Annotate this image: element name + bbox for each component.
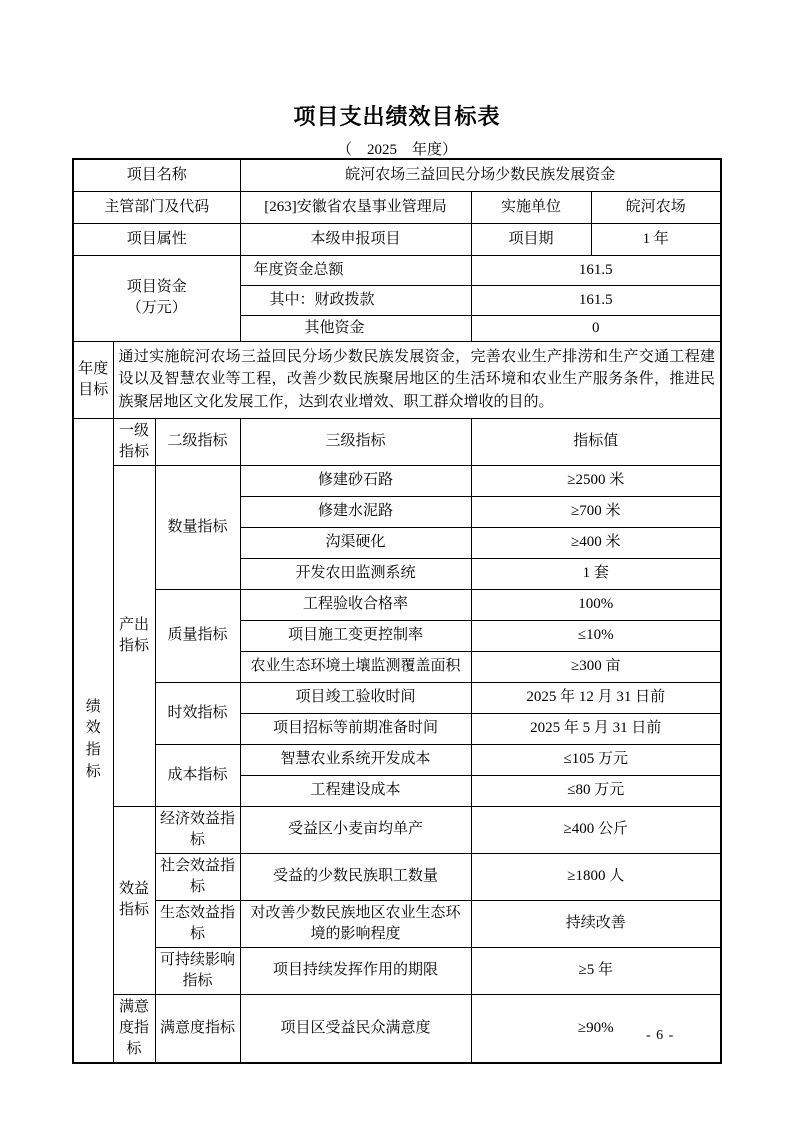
- page-number: - 6 -: [646, 1028, 675, 1043]
- funds-label: [73, 255, 240, 341]
- row-indicator-header: [73, 418, 721, 465]
- value-cell: ≥700 米: [471, 496, 721, 527]
- indicator-row: [73, 806, 721, 853]
- l3-cell: 受益的少数民族职工数量: [240, 853, 471, 900]
- value-cell: ≥2500 米: [471, 465, 721, 496]
- l3-cell: 开发农田监测系统: [240, 558, 471, 589]
- l3-cell: 智慧农业系统开发成本: [240, 744, 471, 775]
- value-cell: ≥300 亩: [471, 651, 721, 682]
- funds-fiscal-value: 161.5: [471, 285, 721, 315]
- indicator-row: [73, 465, 721, 496]
- funds-other-value: 0: [471, 315, 721, 341]
- l3-cell: 项目施工变更控制率: [240, 620, 471, 651]
- row-funds-total: [73, 255, 721, 285]
- annual-goal-text: 通过实施皖河农场三益回民分场少数民族发展资金，完善农业生产排涝和生产交通工程建设以及智慧农业等工程，改善少数民族聚居地区的生活环境和农业生产服务条件，推进民族聚居地区文化发展工作，达到农业增效、职工群众增收的目的。: [113, 341, 721, 418]
- document-subtitle: （ 2025 年度）: [336, 142, 457, 158]
- document-title: 项目支出绩效目标表: [293, 104, 501, 129]
- level2-social: 社会效益指标: [155, 853, 240, 900]
- l3-cell: 修建砂石路: [240, 465, 471, 496]
- value-cell: ≥90%: [471, 994, 721, 1063]
- l3-cell: 农业生态环境土壤监测覆盖面积: [240, 651, 471, 682]
- l3-cell: 工程建设成本: [240, 775, 471, 806]
- level1-satisfaction: 满意度指标: [113, 994, 155, 1063]
- l3-cell: 沟渠硬化: [240, 527, 471, 558]
- value-cell: ≥5 年: [471, 947, 721, 994]
- header-value: 指标值: [471, 418, 721, 465]
- indicator-row: [73, 589, 721, 620]
- level2-satisfaction: 满意度指标: [155, 994, 240, 1063]
- level1-benefit: 效益指标: [113, 806, 155, 994]
- header-level1: 一级指标: [113, 418, 155, 465]
- l3-cell: 对改善少数民族地区农业生态环境的影响程度: [240, 900, 471, 947]
- impl-unit-label: 实施单位: [471, 191, 591, 223]
- l3-cell: 项目持续发挥作用的期限: [240, 947, 471, 994]
- funds-total-label: 年度资金总额: [240, 255, 471, 285]
- indicator-row: [73, 682, 721, 713]
- value-cell: 2025 年 5 月 31 日前: [471, 713, 721, 744]
- value-cell: ≤80 万元: [471, 775, 721, 806]
- level2-sustainability: 可持续影响指标: [155, 947, 240, 994]
- project-name-label: 项目名称: [73, 159, 240, 191]
- funds-total-value: 161.5: [471, 255, 721, 285]
- value-cell: ≥400 米: [471, 527, 721, 558]
- indicator-row: [73, 744, 721, 775]
- funds-fiscal-label: 其中：财政拨款: [240, 285, 471, 315]
- value-cell: 1 套: [471, 558, 721, 589]
- level2-timeliness: 时效指标: [155, 682, 240, 744]
- indicator-row: [73, 853, 721, 900]
- indicator-row: [73, 947, 721, 994]
- indicator-row: [73, 900, 721, 947]
- department-value: [263]安徽省农垦事业管理局: [240, 191, 471, 223]
- level2-quantity: 数量指标: [155, 465, 240, 589]
- attribute-label: 项目属性: [73, 223, 240, 255]
- value-cell: ≥1800 人: [471, 853, 721, 900]
- performance-target-table: [72, 158, 722, 1064]
- header-level3: 三级指标: [240, 418, 471, 465]
- row-annual-goal: [73, 341, 721, 418]
- l3-cell: 项目区受益民众满意度: [240, 994, 471, 1063]
- level1-output: 产出指标: [113, 465, 155, 806]
- value-cell: ≤10%: [471, 620, 721, 651]
- header-level2: 二级指标: [155, 418, 240, 465]
- level2-quality: 质量指标: [155, 589, 240, 682]
- department-label: 主管部门及代码: [73, 191, 240, 223]
- value-cell: ≥400 公斤: [471, 806, 721, 853]
- indicator-row: [73, 994, 721, 1063]
- value-cell: 2025 年 12 月 31 日前: [471, 682, 721, 713]
- l3-cell: 修建水泥路: [240, 496, 471, 527]
- funds-other-label: 其他资金: [240, 315, 471, 341]
- funds-label-line1: 项目资金: [126, 279, 187, 295]
- l3-cell: 受益区小麦亩均单产: [240, 806, 471, 853]
- level2-economic: 经济效益指标: [155, 806, 240, 853]
- annual-goal-label: 年度目标: [73, 341, 113, 418]
- project-name-value: 皖河农场三益回民分场少数民族发展资金: [240, 159, 721, 191]
- value-cell: 持续改善: [471, 900, 721, 947]
- value-cell: 100%: [471, 589, 721, 620]
- level2-cost: 成本指标: [155, 744, 240, 806]
- attribute-value: 本级申报项目: [240, 223, 471, 255]
- l3-cell: 工程验收合格率: [240, 589, 471, 620]
- impl-unit-value: 皖河农场: [591, 191, 721, 223]
- value-cell: ≤105 万元: [471, 744, 721, 775]
- level2-ecological: 生态效益指标: [155, 900, 240, 947]
- period-value: 1 年: [591, 223, 721, 255]
- performance-side-label: 绩效指标: [73, 418, 113, 1063]
- row-attribute: [73, 223, 721, 255]
- l3-cell: 项目招标等前期准备时间: [240, 713, 471, 744]
- funds-label-line2: （万元）: [126, 300, 187, 316]
- period-label: 项目期: [471, 223, 591, 255]
- row-project-name: [73, 159, 721, 191]
- row-department: [73, 191, 721, 223]
- l3-cell: 项目竣工验收时间: [240, 682, 471, 713]
